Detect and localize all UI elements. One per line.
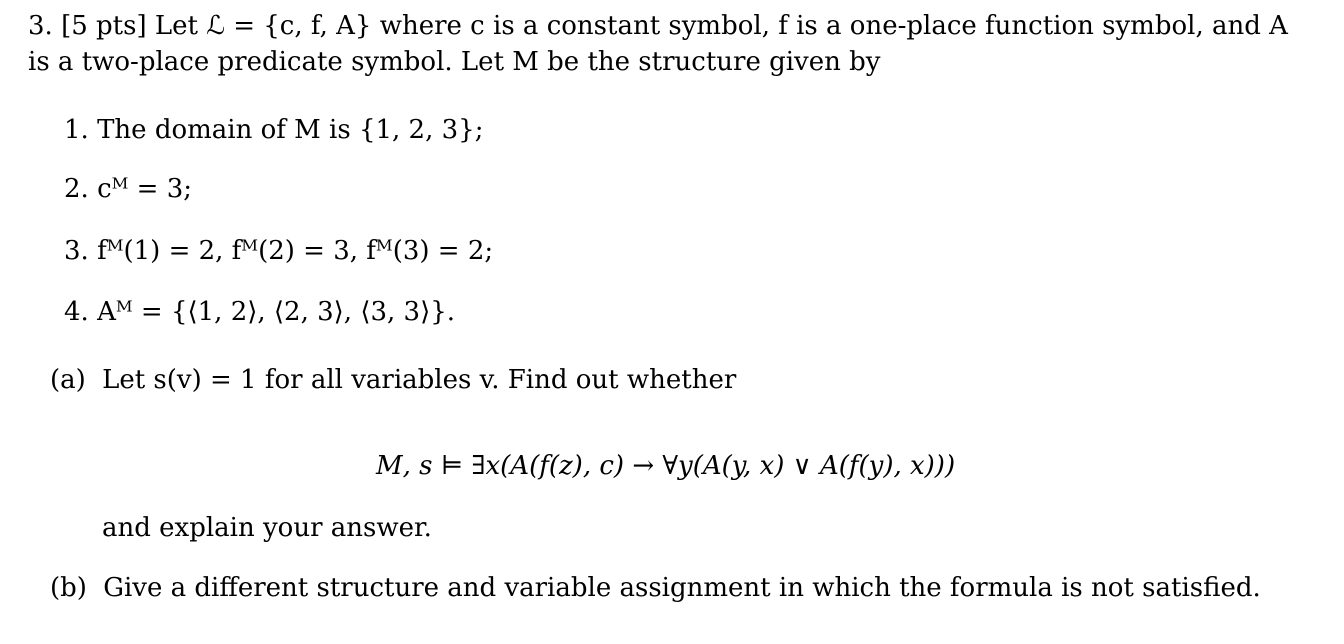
list-item-text: fᴹ(1) = 2, fᴹ(2) = 3, fᴹ(3) = 2; (97, 236, 494, 266)
list-item (64, 173, 192, 205)
list-item-text: cᴹ = 3; (97, 174, 193, 204)
list-item (64, 114, 483, 146)
intro-line-2: is a two-place predicate symbol. Let M be the structure given by (28, 47, 881, 77)
part-a-label: (a) (50, 365, 86, 395)
list-item (64, 296, 455, 328)
list-item-text: Aᴹ = {⟨1, 2⟩, ⟨2, 3⟩, ⟨3, 3⟩}. (97, 297, 456, 327)
list-item-number: 3. (64, 236, 89, 266)
part-a-prompt (50, 364, 736, 396)
list-item-number: 4. (64, 297, 89, 327)
part-a-text: Let s(v) = 1 for all variables v. Find out whether (102, 365, 737, 395)
part-b-label: (b) (50, 573, 87, 603)
part-b-text: Give a different structure and variable assignment in which the formula is not satisfied. (103, 573, 1261, 603)
list-item (64, 235, 493, 267)
part-a-formula: M, s ⊨ ∃x(A(f(z), c) → ∀y(A(y, x) ∨ A(f(y), x))) (376, 451, 956, 481)
part-b-prompt (50, 572, 1261, 604)
list-item-text: The domain of M is {1, 2, 3}; (97, 115, 484, 145)
list-item-number: 2. (64, 174, 89, 204)
list-item-number: 1. (64, 115, 89, 145)
intro-line-1: 3. [5 pts] Let ℒ = {c, f, A} where c is a constant symbol, f is a one-place function symbol, and A (28, 11, 1288, 41)
part-a-followup: and explain your answer. (102, 513, 432, 543)
